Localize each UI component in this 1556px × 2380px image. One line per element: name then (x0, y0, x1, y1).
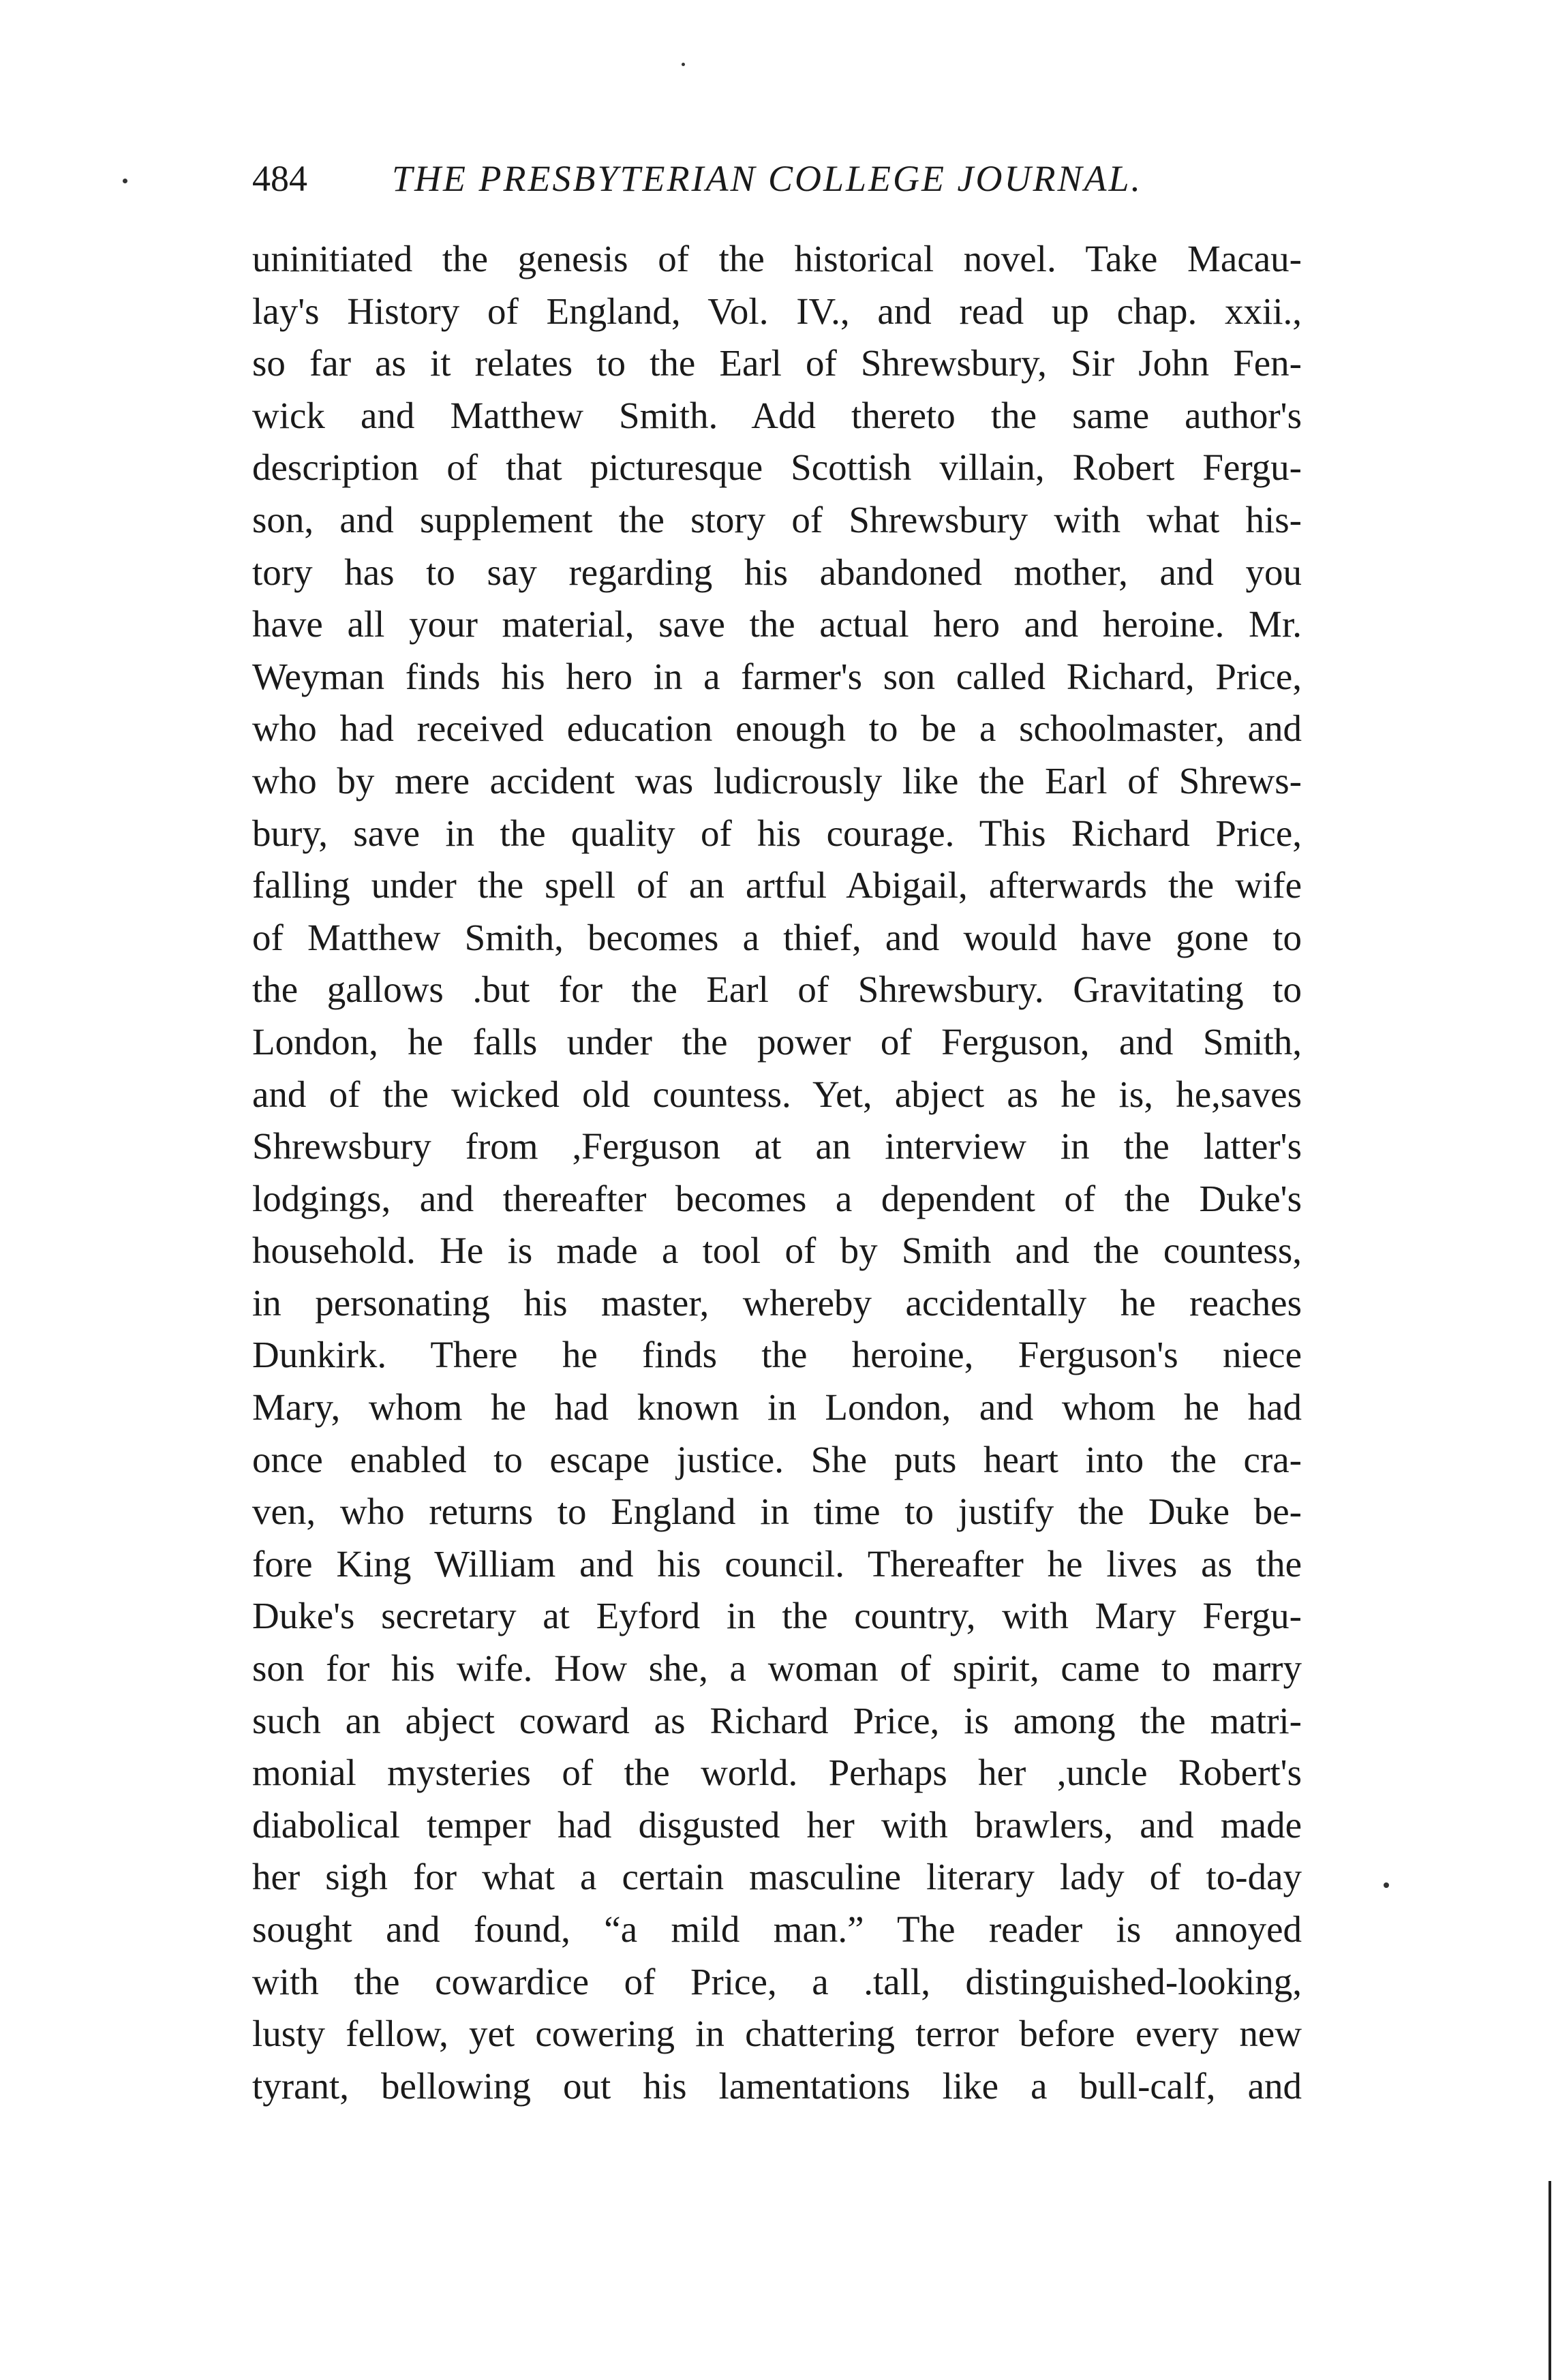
running-title: THE PRESBYTERIAN COLLEGE JOURNAL. (392, 158, 1143, 199)
text-line: ven, who returns to England in time to justify the Duke be- (252, 1491, 1302, 1533)
text-line: monial mysteries of the world. Perhaps her ,uncle Robert's (252, 1752, 1302, 1794)
text-line: lay's History of England, Vol. IV., and read up chap. xxii., (252, 290, 1302, 332)
text-line: with the cowardice of Price, a .tall, distinguished-looking, (252, 1960, 1302, 2002)
text-line: sought and found, “a mild man.” The reader is annoyed (252, 1908, 1302, 1950)
text-line: the gallows .but for the Earl of Shrewsbury. Gravitating to (252, 968, 1302, 1011)
text-line: Shrewsbury from ,Ferguson at an interview in the latter's (252, 1125, 1302, 1168)
text-line: fore King William and his council. Thereafter he lives as the (252, 1542, 1302, 1585)
text-line: wick and Matthew Smith. Add thereto the same author's (252, 394, 1302, 436)
scan-speck (682, 63, 685, 66)
text-line: lodgings, and thereafter becomes a dependent of the Duke's (252, 1177, 1302, 1219)
text-line: in personating his master, whereby accidentally he reaches (252, 1281, 1302, 1324)
text-line: her sigh for what a certain masculine literary lady of to-day (252, 1856, 1302, 1898)
page-number: 484 (252, 158, 307, 199)
page-header (252, 151, 1193, 206)
scan-speck (123, 179, 127, 183)
text-line: Dunkirk. There he finds the heroine, Ferguson's niece (252, 1334, 1302, 1376)
text-line: tyrant, bellowing out his lamentations like a bull-calf, and (252, 2064, 1302, 2107)
text-line: Mary, whom he had known in London, and whom he had (252, 1386, 1302, 1429)
text-line: so far as it relates to the Earl of Shrewsbury, Sir John Fen- (252, 342, 1302, 384)
text-line: who by mere accident was ludicrously like the Earl of Shrews- (252, 759, 1302, 802)
body-text (252, 233, 1302, 2112)
text-line: tory has to say regarding his abandoned mother, and you (252, 551, 1302, 593)
text-line: and of the wicked old countess. Yet, abject as he is, he,saves (252, 1073, 1302, 1115)
text-line: diabolical temper had disgusted her with brawlers, and made (252, 1803, 1302, 1846)
scan-edge-line (1549, 2181, 1551, 2380)
text-line: bury, save in the quality of his courage. This Richard Price, (252, 812, 1302, 854)
text-line: have all your material, save the actual hero and heroine. Mr. (252, 603, 1302, 645)
text-line: of Matthew Smith, becomes a thief, and would have gone to (252, 916, 1302, 958)
text-line: such an abject coward as Richard Price, is among the matri- (252, 1699, 1302, 1741)
text-line: London, he falls under the power of Ferguson, and Smith, (252, 1020, 1302, 1063)
text-line: Weyman finds his hero in a farmer's son called Richard, Price, (252, 655, 1302, 697)
text-line: who had received education enough to be a schoolmaster, and (252, 707, 1302, 750)
text-line: Duke's secretary at Eyford in the country, with Mary Fergu- (252, 1595, 1302, 1637)
text-line: son for his wife. How she, a woman of spirit, came to marry (252, 1647, 1302, 1690)
text-line: household. He is made a tool of by Smith and the countess, (252, 1230, 1302, 1272)
text-line: falling under the spell of an artful Abigail, afterwards the wife (252, 864, 1302, 906)
text-line: once enabled to escape justice. She puts heart into the cra- (252, 1438, 1302, 1480)
text-line: lusty fellow, yet cowering in chattering terror before every new (252, 2013, 1302, 2055)
text-line: son, and supplement the story of Shrewsbury with what his- (252, 498, 1302, 540)
text-line: uninitiated the genesis of the historical novel. Take Macau- (252, 238, 1302, 279)
scan-speck (1384, 1882, 1389, 1888)
text-line: description of that picturesque Scottish villain, Robert Fergu- (252, 446, 1302, 489)
